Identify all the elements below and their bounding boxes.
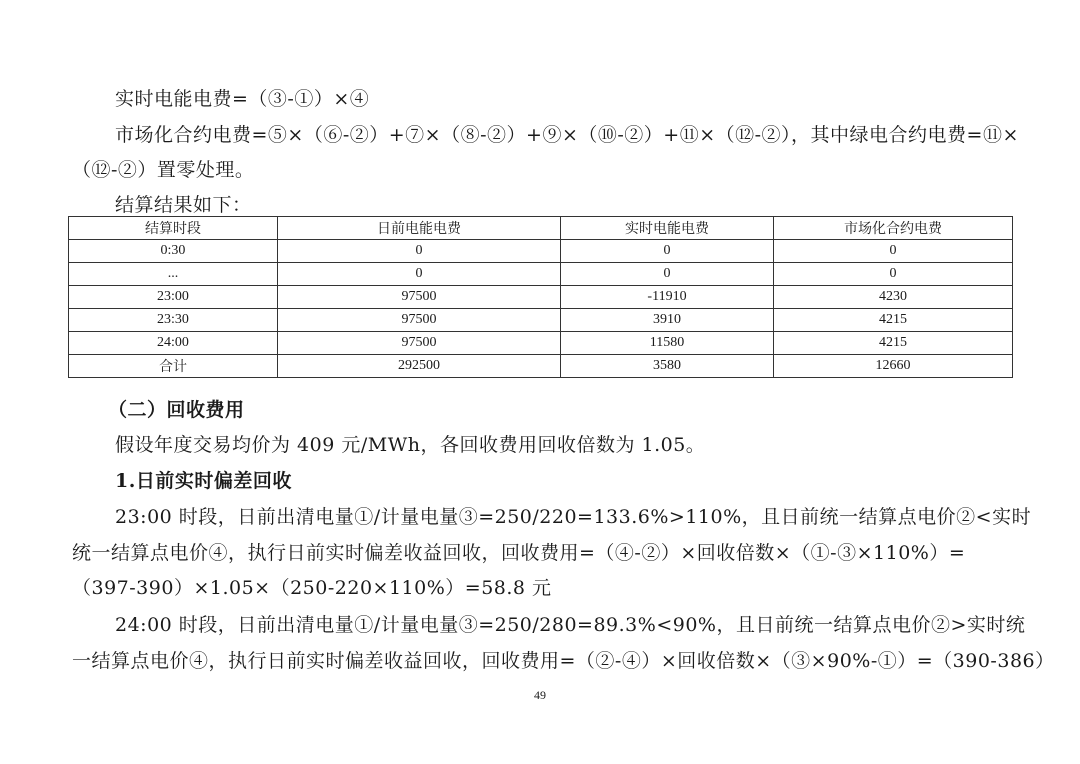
table-cell: 24:00: [69, 332, 278, 355]
column-header: 实时电能电费: [561, 217, 774, 240]
table-cell: ...: [69, 263, 278, 286]
table-cell: 0: [774, 263, 1013, 286]
paragraph-line: （397-390）×1.05×（250-220×110%）=58.8 元: [72, 577, 552, 599]
page-number: 49: [534, 688, 546, 702]
table-row: [69, 286, 1013, 309]
table-cell: 97500: [278, 332, 561, 355]
table-cell: 0:30: [69, 240, 278, 263]
table-row: [69, 309, 1013, 332]
subsection-heading: 1.日前实时偏差回收: [115, 470, 292, 492]
column-header: 结算时段: [69, 217, 278, 240]
table-cell: -11910: [561, 286, 774, 309]
table-cell: 合计: [69, 355, 278, 378]
table-cell: 292500: [278, 355, 561, 378]
table-header-row: [69, 217, 1013, 240]
table-cell: 0: [278, 263, 561, 286]
paragraph-line: 统一结算点电价④，执行日前实时偏差收益回收，回收费用=（④-②）×回收倍数×（①-③×110%）=: [72, 542, 966, 564]
paragraph-line: 一结算点电价④，执行日前实时偏差收益回收，回收费用=（②-④）×回收倍数×（③×90%-①）=（390-386）: [72, 650, 1055, 672]
section-heading: （二）回收费用: [108, 399, 245, 421]
table-row: [69, 332, 1013, 355]
assumption-text: 假设年度交易均价为 409 元/MWh，各回收费用回收倍数为 1.05。: [115, 434, 706, 456]
column-header: 市场化合约电费: [774, 217, 1013, 240]
table-cell: 12660: [774, 355, 1013, 378]
table-cell: 0: [561, 240, 774, 263]
table-cell: 3580: [561, 355, 774, 378]
table-cell: 11580: [561, 332, 774, 355]
table-cell: 3910: [561, 309, 774, 332]
table-cell: 4215: [774, 309, 1013, 332]
formula-market-fee-line1: 市场化合约电费=⑤×（⑥-②）+⑦×（⑧-②）+⑨×（⑩-②）+⑪×（⑫-②），其中绿电合约电费=⑪×: [115, 124, 1019, 146]
settlement-table: [68, 216, 1013, 378]
table-row-total: [69, 355, 1013, 378]
table-cell: 4215: [774, 332, 1013, 355]
table-cell: 23:00: [69, 286, 278, 309]
table-cell: 0: [561, 263, 774, 286]
formula-realtime-fee: 实时电能电费=（③-①）×④: [115, 88, 370, 110]
table-row: [69, 263, 1013, 286]
result-intro: 结算结果如下：: [115, 194, 252, 216]
formula-market-fee-line2: （⑫-②）置零处理。: [72, 159, 255, 181]
paragraph-line: 24:00 时段，日前出清电量①/计量电量③=250/280=89.3%<90%，且日前统一结算点电价②>实时统: [115, 614, 1026, 636]
table-cell: 97500: [278, 309, 561, 332]
table-row: [69, 240, 1013, 263]
paragraph-line: 23:00 时段，日前出清电量①/计量电量③=250/220=133.6%>110%，且日前统一结算点电价②<实时: [115, 506, 1032, 528]
table-cell: 0: [774, 240, 1013, 263]
table-cell: 23:30: [69, 309, 278, 332]
table-cell: 97500: [278, 286, 561, 309]
table-cell: 0: [278, 240, 561, 263]
table-cell: 4230: [774, 286, 1013, 309]
column-header: 日前电能电费: [278, 217, 561, 240]
